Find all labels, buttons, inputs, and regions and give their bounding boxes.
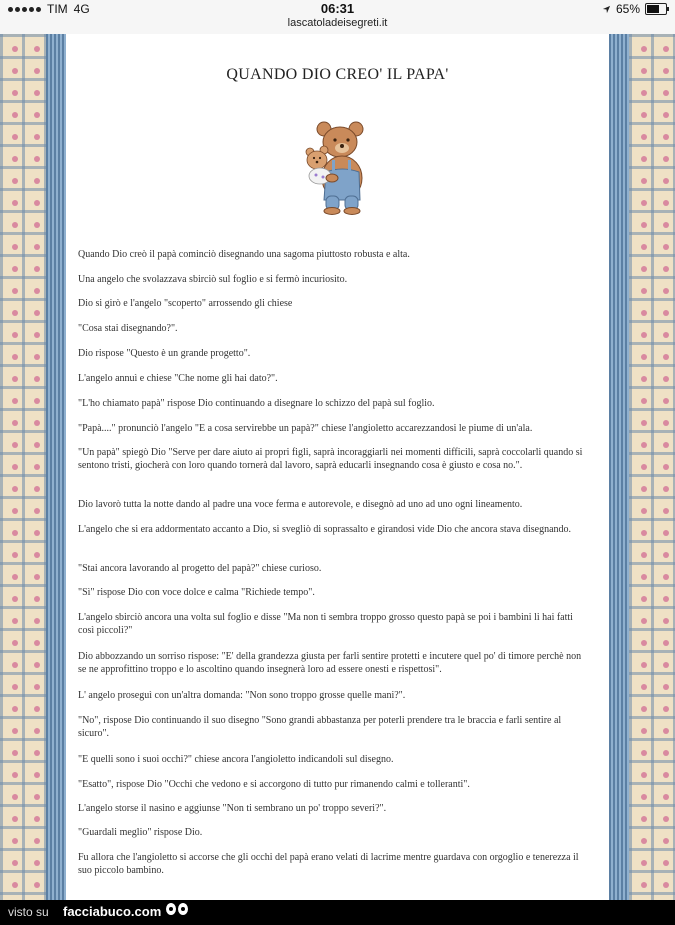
flower-decoration: [34, 750, 40, 756]
flower-decoration: [34, 332, 40, 338]
flower-decoration: [12, 684, 18, 690]
flower-decoration: [34, 288, 40, 294]
flower-decoration: [663, 46, 669, 52]
article-paragraph: Fu allora che l'angioletto si accorse che gli occhi del papà erano velati di lacrime mentre guardava con orgoglio e tenerezza il suo piccolo bambino.: [78, 852, 579, 876]
flower-decoration: [34, 728, 40, 734]
flower-decoration: [663, 882, 669, 888]
article-title: QUANDO DIO CREO' IL PAPA': [226, 66, 449, 83]
flower-decoration: [641, 376, 647, 382]
flower-decoration: [641, 90, 647, 96]
article-paragraph: Quando Dio creò il papà cominciò disegnando una sagoma piuttosto robusta e alta.: [78, 249, 410, 260]
flower-decoration: [12, 750, 18, 756]
flower-decoration: [663, 288, 669, 294]
flower-decoration: [12, 200, 18, 206]
flower-decoration: [12, 222, 18, 228]
article-paragraph: "Sì" rispose Dio con voce dolce e calma "Richiede tempo".: [78, 587, 315, 598]
flower-decoration: [641, 112, 647, 118]
flower-decoration: [34, 376, 40, 382]
flower-decoration: [663, 552, 669, 558]
flower-decoration: [663, 178, 669, 184]
flower-decoration: [34, 882, 40, 888]
flower-decoration: [34, 684, 40, 690]
flower-decoration: [641, 244, 647, 250]
flower-decoration: [34, 552, 40, 558]
flower-decoration: [641, 794, 647, 800]
flower-decoration: [641, 574, 647, 580]
flower-decoration: [641, 618, 647, 624]
flower-decoration: [641, 420, 647, 426]
flower-decoration: [12, 464, 18, 470]
right-border-stripe: [609, 34, 629, 900]
flower-decoration: [663, 662, 669, 668]
flower-decoration: [663, 596, 669, 602]
flower-decoration: [641, 156, 647, 162]
flower-decoration: [34, 772, 40, 778]
flower-decoration: [641, 596, 647, 602]
flower-decoration: [641, 530, 647, 536]
flower-decoration: [663, 398, 669, 404]
clock: 06:31: [320, 1, 355, 16]
flower-decoration: [12, 266, 18, 272]
flower-decoration: [12, 420, 18, 426]
flower-decoration: [663, 200, 669, 206]
article-paragraph: L'angelo sbirciò ancora una volta sul foglio e disse "Ma non ti sembra troppo grosso questo papà se poi i bambini li hai fatti così piccoli?": [78, 612, 573, 636]
battery-percent: 65%: [615, 2, 640, 16]
flower-decoration: [12, 376, 18, 382]
flower-decoration: [34, 156, 40, 162]
flower-decoration: [12, 486, 18, 492]
flower-decoration: [12, 530, 18, 536]
flower-decoration: [641, 684, 647, 690]
flower-decoration: [12, 288, 18, 294]
flower-decoration: [34, 266, 40, 272]
article-paragraph: "No", rispose Dio continuando il suo disegno "Sono grandi abbastanza per poterli prendere tra le braccia e farli sentire al sicuro".: [78, 715, 562, 739]
flower-decoration: [663, 90, 669, 96]
flower-decoration: [663, 332, 669, 338]
flower-decoration: [12, 618, 18, 624]
flower-decoration: [663, 684, 669, 690]
article-paragraph: "Papà...." pronunciò l'angelo "E a cosa servirebbe un papà?" chiese l'angioletto accarezzandosi le piume di un'ala.: [78, 423, 533, 434]
flower-decoration: [34, 574, 40, 580]
flower-decoration: [34, 662, 40, 668]
flower-decoration: [34, 90, 40, 96]
flower-decoration: [12, 112, 18, 118]
flower-decoration: [34, 618, 40, 624]
flower-decoration: [34, 640, 40, 646]
flower-decoration: [663, 354, 669, 360]
battery-status: [602, 2, 667, 16]
flower-decoration: [34, 134, 40, 140]
article-paragraph: Dio si girò e l'angelo "scoperto" arrossendo gli chiese: [78, 298, 293, 309]
flower-decoration: [663, 574, 669, 580]
flower-decoration: [12, 90, 18, 96]
flower-decoration: [34, 398, 40, 404]
flower-decoration: [663, 816, 669, 822]
flower-decoration: [641, 772, 647, 778]
flower-decoration: [641, 288, 647, 294]
flower-decoration: [663, 68, 669, 74]
article-paragraph: L'angelo che si era addormentato accanto a Dio, si svegliò di soprassalto e girandosi vide Dio che ancora stava disegnando.: [78, 524, 572, 535]
flower-decoration: [12, 662, 18, 668]
flower-decoration: [663, 376, 669, 382]
flower-decoration: [34, 442, 40, 448]
flower-decoration: [641, 750, 647, 756]
flower-decoration: [641, 332, 647, 338]
flower-decoration: [34, 530, 40, 536]
article-paragraph: "Stai ancora lavorando al progetto del papà?" chiese curioso.: [78, 563, 322, 574]
flower-decoration: [641, 486, 647, 492]
article-paragraph: "Cosa stai disegnando?".: [78, 323, 178, 334]
flower-decoration: [663, 750, 669, 756]
page-url[interactable]: lascatoladeisegreti.it: [287, 17, 388, 29]
flower-decoration: [641, 354, 647, 360]
article-paragraph: Dio abbozzando un sorriso rispose: "E' della grandezza giusta per farli sentire protetti e incutere quel po' di timore perchè non se ne approfittino troppo e lo ascoltino quando insegnerà loro ad essere onesti e rispettosi".: [78, 651, 582, 675]
right-decorative-border: [629, 34, 675, 900]
flower-decoration: [663, 134, 669, 140]
flower-decoration: [663, 618, 669, 624]
flower-decoration: [12, 816, 18, 822]
article-paragraph: L'angelo annuì e chiese "Che nome gli hai dato?".: [78, 373, 278, 384]
flower-decoration: [12, 794, 18, 800]
article-paragraph: "Guardali meglio" rispose Dio.: [78, 827, 203, 838]
flower-decoration: [34, 112, 40, 118]
flower-decoration: [12, 728, 18, 734]
article-paragraph: L'angelo storse il nasino e aggiunse "Non ti sembrano un po' troppo severi?".: [78, 803, 387, 814]
flower-decoration: [34, 354, 40, 360]
flower-decoration: [663, 420, 669, 426]
teddy-bear-father-and-baby: [302, 120, 374, 215]
flower-decoration: [12, 772, 18, 778]
flower-decoration: [34, 200, 40, 206]
flower-decoration: [663, 266, 669, 272]
flower-decoration: [641, 310, 647, 316]
flower-decoration: [34, 706, 40, 712]
flower-decoration: [663, 860, 669, 866]
flower-decoration: [641, 398, 647, 404]
location-arrow-icon: [602, 5, 611, 14]
flower-decoration: [641, 662, 647, 668]
flower-decoration: [12, 574, 18, 580]
flower-decoration: [641, 508, 647, 514]
article-page: [66, 34, 609, 900]
flower-decoration: [663, 508, 669, 514]
flower-decoration: [34, 420, 40, 426]
flower-decoration: [663, 442, 669, 448]
flower-decoration: [34, 244, 40, 250]
battery-icon: [645, 3, 667, 15]
article-paragraph: Dio rispose "Questo è un grande progetto".: [78, 348, 251, 359]
flower-decoration: [12, 640, 18, 646]
flower-decoration: [12, 354, 18, 360]
article-paragraph: "E quelli sono i suoi occhi?" chiese ancora l'angioletto indicandoli sul disegno.: [78, 754, 394, 765]
flower-decoration: [663, 244, 669, 250]
flower-decoration: [641, 200, 647, 206]
flower-decoration: [641, 68, 647, 74]
flower-decoration: [663, 838, 669, 844]
flower-decoration: [12, 508, 18, 514]
flower-decoration: [34, 222, 40, 228]
flower-decoration: [12, 882, 18, 888]
flower-decoration: [12, 68, 18, 74]
flower-decoration: [663, 772, 669, 778]
flower-decoration: [12, 46, 18, 52]
article-paragraph: Dio lavorò tutta la notte dando al padre una voce ferma e autorevole, e disegnò ad uno ad uno ogni lineamento.: [78, 499, 523, 510]
flower-decoration: [663, 222, 669, 228]
flower-decoration: [641, 816, 647, 822]
flower-decoration: [641, 222, 647, 228]
flower-decoration: [663, 112, 669, 118]
flower-decoration: [641, 706, 647, 712]
flower-decoration: [641, 442, 647, 448]
flower-decoration: [641, 464, 647, 470]
article-paragraph: Una angelo che svolazzava sbirciò sul foglio e si fermò incuriosito.: [78, 274, 348, 285]
flower-decoration: [12, 332, 18, 338]
flower-decoration: [641, 266, 647, 272]
flower-decoration: [34, 46, 40, 52]
flower-decoration: [663, 640, 669, 646]
network-type: 4G: [73, 2, 90, 16]
flower-decoration: [663, 486, 669, 492]
flower-decoration: [663, 728, 669, 734]
flower-decoration: [663, 310, 669, 316]
article-paragraph: "Un papà" spiegò Dio "Serve per dare aiuto ai propri figli, saprà incoraggiarli nei momenti difficili, saprà coccolarli quando si sentono tristi, giocherà con loro quando tornerà dal lavoro, saprà educarli insegnando cosa è giusto e cosa no.".: [78, 447, 583, 471]
flower-decoration: [641, 178, 647, 184]
flower-decoration: [34, 508, 40, 514]
flower-decoration: [641, 46, 647, 52]
flower-decoration: [641, 860, 647, 866]
footer-brand[interactable]: facciabuco.com: [63, 904, 162, 919]
flower-decoration: [663, 530, 669, 536]
article-paragraph: "L'ho chiamato papà" rispose Dio continuando a disegnare lo schizzo del papà sul foglio.: [78, 398, 435, 409]
flower-decoration: [641, 640, 647, 646]
left-border-stripe: [46, 34, 66, 900]
flower-decoration: [663, 794, 669, 800]
status-bar: [0, 0, 675, 34]
flower-decoration: [34, 178, 40, 184]
flower-decoration: [12, 244, 18, 250]
googly-eyes-icon: [166, 903, 188, 915]
flower-decoration: [12, 596, 18, 602]
flower-decoration: [12, 134, 18, 140]
footer-visto-su: visto su: [8, 905, 49, 919]
flower-decoration: [12, 860, 18, 866]
flower-decoration: [34, 816, 40, 822]
watermark-footer: [0, 900, 675, 925]
flower-decoration: [12, 838, 18, 844]
flower-decoration: [12, 310, 18, 316]
flower-decoration: [12, 442, 18, 448]
flower-decoration: [641, 882, 647, 888]
flower-decoration: [641, 728, 647, 734]
flower-decoration: [12, 156, 18, 162]
flower-decoration: [34, 860, 40, 866]
flower-decoration: [34, 310, 40, 316]
carrier-name: TIM: [47, 2, 68, 16]
flower-decoration: [34, 794, 40, 800]
flower-decoration: [12, 178, 18, 184]
flower-decoration: [34, 838, 40, 844]
flower-decoration: [663, 156, 669, 162]
flower-decoration: [34, 486, 40, 492]
flower-decoration: [34, 596, 40, 602]
flower-decoration: [12, 552, 18, 558]
article-paragraph: L' angelo proseguì con un'altra domanda: "Non sono troppo grosse quelle mani?".: [78, 690, 406, 701]
flower-decoration: [641, 552, 647, 558]
flower-decoration: [34, 464, 40, 470]
left-decorative-border: [0, 34, 46, 900]
flower-decoration: [34, 68, 40, 74]
flower-decoration: [641, 838, 647, 844]
flower-decoration: [663, 464, 669, 470]
article-paragraph: "Esatto", rispose Dio "Occhi che vedono e si accorgono di tutto pur rimanendo calmi e tolleranti".: [78, 779, 470, 790]
flower-decoration: [12, 706, 18, 712]
flower-decoration: [663, 706, 669, 712]
flower-decoration: [641, 134, 647, 140]
flower-decoration: [12, 398, 18, 404]
